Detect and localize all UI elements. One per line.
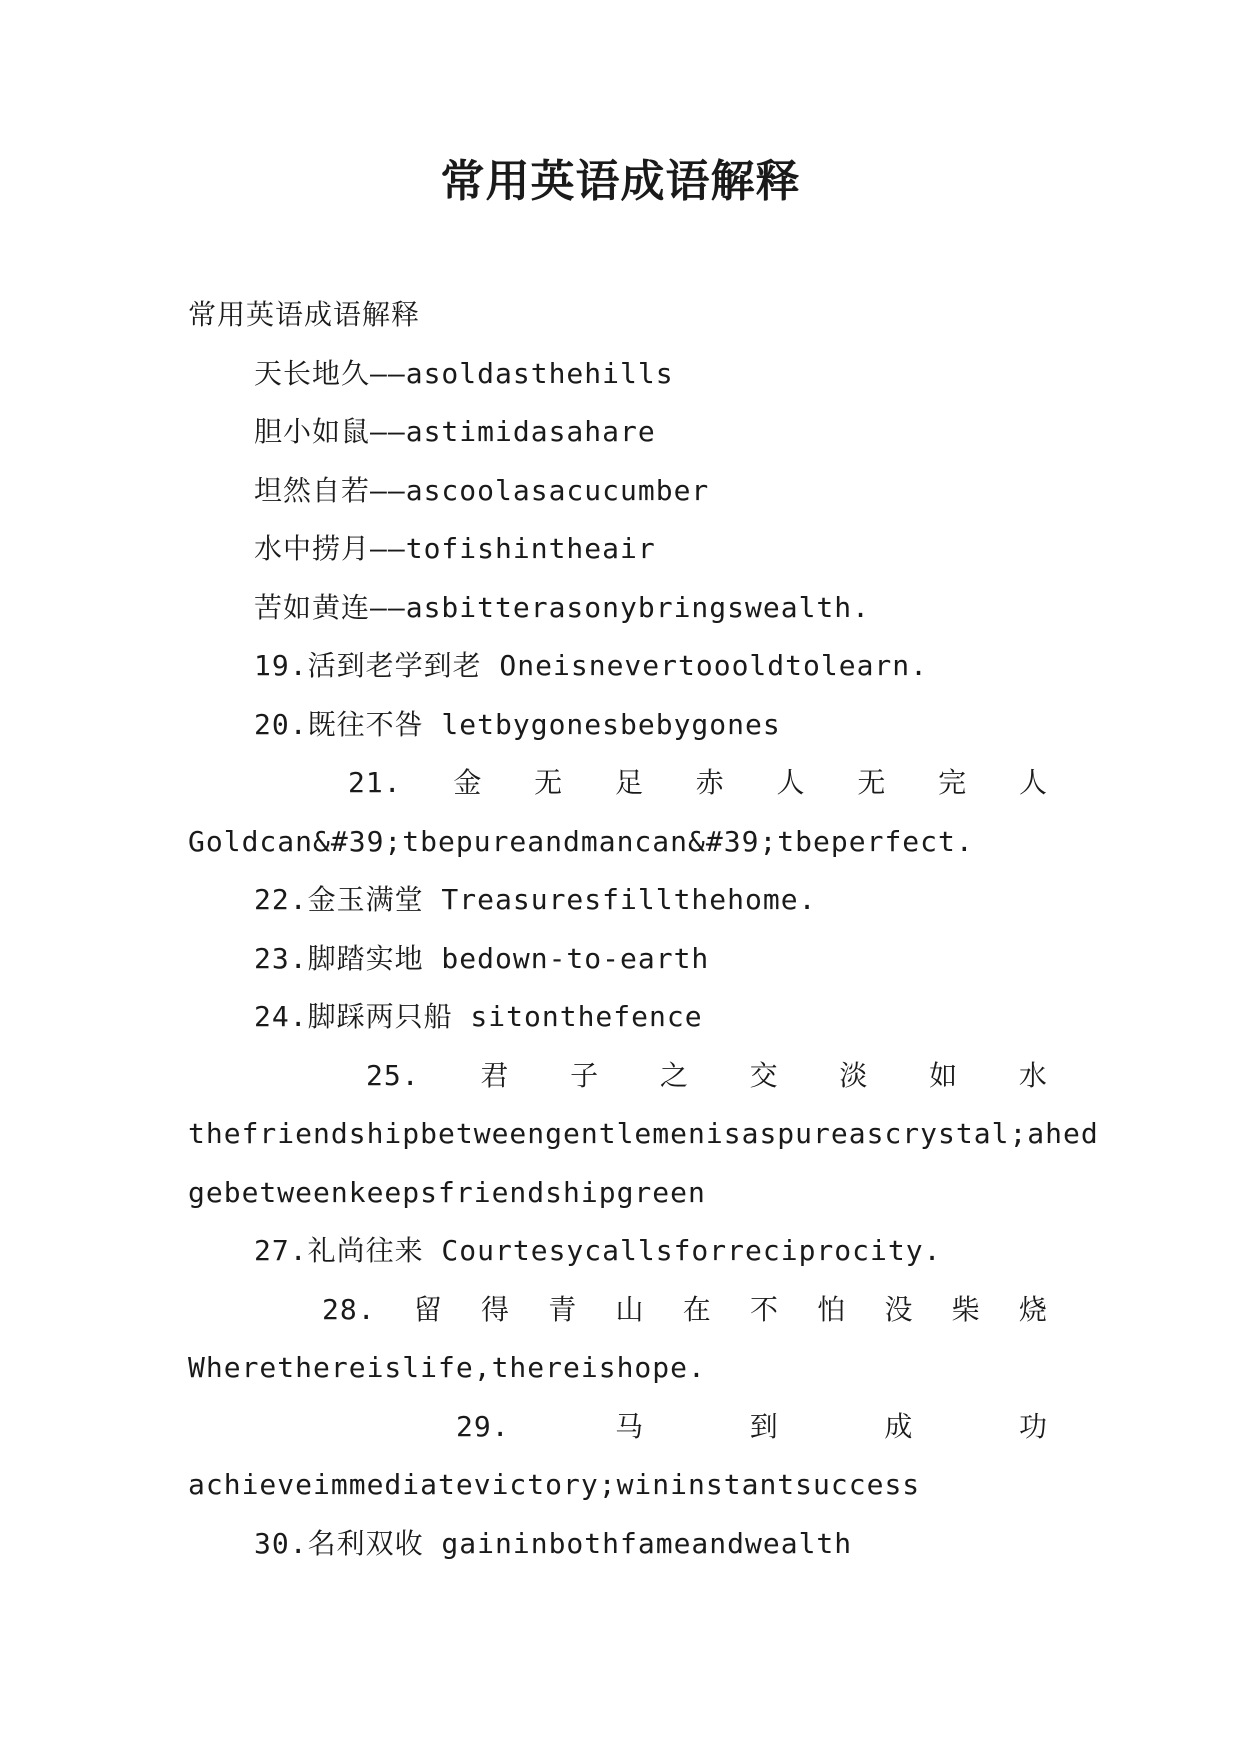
idiom-token: 留 [413, 1292, 443, 1326]
idiom-token: 如 [929, 1058, 959, 1092]
idiom-line: 胆小如鼠——astimidasahare [254, 415, 656, 448]
idiom-token: 无 [534, 766, 564, 799]
idiom-line: 30.名利双收 gaininbothfameandwealth [254, 1526, 853, 1560]
idiom-token: 之 [659, 1058, 689, 1092]
idiom-token: 马 [615, 1409, 645, 1443]
idiom-token: 无 [857, 766, 887, 799]
idiom-token: 青 [548, 1292, 578, 1326]
idiom-line: 苦如黄连——asbitterasonybringswealth. [254, 590, 871, 624]
idiom-line-justified [188, 754, 1048, 813]
idiom-line-justified [188, 1281, 1048, 1340]
idiom-token: 没 [884, 1292, 914, 1326]
idiom-token: 烧 [1018, 1292, 1048, 1326]
document-body [188, 286, 1099, 1573]
idiom-line: 22.金玉满堂 Treasuresfillthehome. [254, 883, 817, 916]
idiom-token: 21. [348, 766, 402, 799]
idiom-token: 足 [614, 766, 644, 799]
idiom-line: 24.脚踩两只船 sitonthefence [254, 1000, 703, 1033]
idiom-line-justified [188, 1047, 1048, 1106]
idiom-continuation: thefriendshipbetweengentlemenisaspureascrystal;ahed [188, 1117, 1099, 1150]
idiom-token: 在 [682, 1292, 712, 1326]
idiom-token: 金 [453, 766, 483, 799]
idiom-line: 水中捞月——tofishintheair [254, 532, 656, 565]
idiom-continuation: Wherethereislife,thereishope. [188, 1351, 706, 1384]
idiom-token: 子 [570, 1058, 600, 1092]
idiom-token: 水 [1018, 1058, 1048, 1092]
subtitle-line: 常用英语成语解释 [188, 298, 421, 331]
idiom-token: 柴 [951, 1292, 981, 1326]
idiom-token: 赤 [695, 766, 725, 799]
idiom-continuation: achieveimmediatevictory;wininstantsuccess [188, 1468, 921, 1501]
page-title: 常用英语成语解释 [440, 156, 801, 207]
idiom-token: 君 [480, 1058, 510, 1092]
idiom-line: 天长地久——asoldasthehills [254, 356, 674, 390]
idiom-token: 人 [1018, 766, 1048, 799]
idiom-token: 功 [1018, 1409, 1048, 1443]
idiom-token: 29. [456, 1409, 510, 1443]
idiom-token: 交 [749, 1058, 779, 1092]
idiom-token: 怕 [817, 1292, 847, 1326]
idiom-line: 20.既往不咎 letbygonesbebygones [254, 707, 781, 741]
idiom-line: 23.脚踏实地 bedown-to-earth [254, 941, 710, 975]
idiom-token: 完 [938, 766, 968, 799]
idiom-continuation: gebetweenkeepsfriendshipgreen [188, 1175, 706, 1209]
idiom-token: 山 [615, 1292, 645, 1326]
idiom-line-justified [188, 1398, 1048, 1457]
idiom-token: 得 [481, 1292, 511, 1326]
idiom-line: 坦然自若——ascoolasacucumber [254, 473, 710, 507]
idiom-token: 淡 [839, 1058, 869, 1092]
idiom-continuation: Goldcan&#39;tbepureandmancan&#39;tbeperfect. [188, 824, 974, 858]
idiom-line: 27.礼尚往来 Courtesycallsforreciprocity. [254, 1234, 942, 1267]
idiom-token: 人 [776, 766, 806, 799]
idiom-token: 25. [366, 1058, 420, 1092]
idiom-token: 不 [749, 1292, 779, 1326]
idiom-token: 28. [322, 1292, 376, 1326]
idiom-token: 成 [884, 1409, 914, 1443]
idiom-token: 到 [749, 1409, 779, 1443]
idiom-line: 19.活到老学到老 Oneisnevertoooldtolearn. [254, 649, 929, 682]
